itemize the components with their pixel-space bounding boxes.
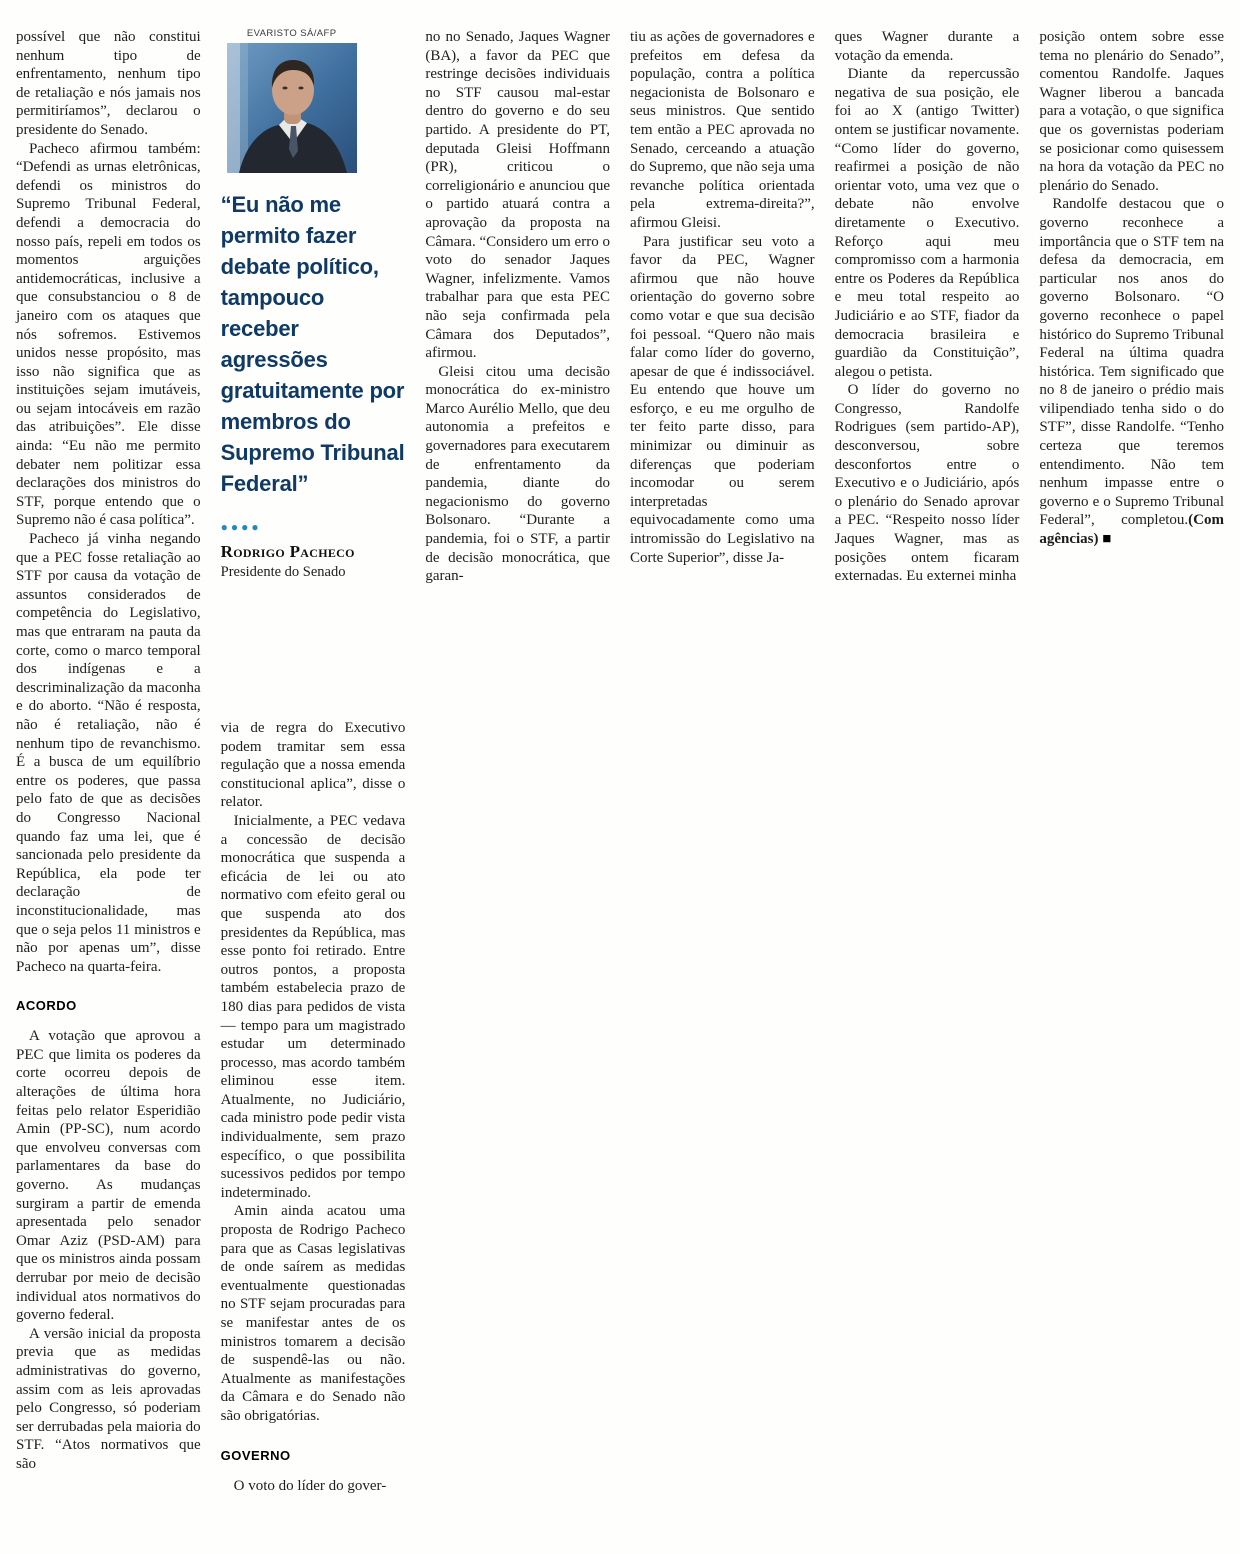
paragraph: tiu as ações de governadores e prefeitos em defesa da população, contra a política negacionista de Bolsonaro e seus ministros. Que sentido tem então a PEC aprovada no Senado, cerceando a atuação do Supremo, que não seja uma revanche política orientada pela extrema-direita?”, afirmou Gleisi. [630,29,815,231]
paragraph: O voto do líder do gover- [233,1477,387,1494]
article-column-5 [835,28,1020,1520]
agency-credit: (Com agências) [1039,512,1224,548]
paragraph: Diante da repercussão negativa de sua posição, ele foi ao X (antigo Twitter) ontem se justificar novamente. “Como líder do governo, reafirmei a posição de não orientar voto, uma vez que o debate não envolve diretamente o Executivo. Reforço aqui meu compromisso com a harmonia entre os Poderes da República e meu total respeito ao Judiciário e ao STF, fiador da democracia brasileira e guardião da Constituição”, alegou o petista. [834,66,1020,380]
article-column-3 [425,28,610,1520]
pull-quote: “Eu não me permito fazer debate político, tampouco receber agressões gratuitamente por membros do Supremo Tribunal Federal” [220,192,405,496]
section-heading-governo: GOVERNO [220,1447,291,1463]
paragraph: Inicialmente, a PEC vedava a concessão de decisão monocrática que suspenda a eficácia de lei ou ato normativo com efeito geral ou que suspenda ato dos presidentes da República, mas esse ponto foi retirado. Entre outros pontos, a proposta também estabelecia prazo de 180 dias para pedidos de vista — tempo para um magistrado estudar um determinado processo, mas acordo também eliminou esse item. Atualmente, no Judiciário, cada ministro pode pedir vista individualmente, sem prazo específico, o que possibilita sucessivos pedidos por tempo indeterminado. [220,812,406,1201]
paragraph: A versão inicial da proposta previa que as medidas administrativas do governo, assim com as leis aprovadas pelo Congresso, só poderiam ser derrubadas pela maioria do STF. “Atos normativos que são [16,1325,201,1472]
paragraph: Pacheco afirmou também: “Defendi as urnas eletrônicas, defendi os ministros do Supremo Tribunal Federal, defendi a democracia do nosso país, repeli em todos os momentos arguições antidemocráticas, inclusive a que consubstanciou o 8 de janeiro com os ataques que nós sofremos. Estivemos unidos nesse propósito, mas isso não significa que as instituições sejam imutáveis, ou sejam intocáveis em razão das atribuições”. Ele disse ainda: “Eu não me permito debater nem politizar essa declarações dos ministros do STF, porque entendo que o Supremo não é casa política”. [16,140,201,529]
paragraph: Amin ainda acatou uma proposta de Rodrigo Pacheco para que as Casas legislativas de onde saírem as medidas eventualmente questionadas no STF sejam procuradas para se manifestar antes de os ministros tomarem a decisão de suspendê-las ou não. Atualmente as manifestações da Câmara e do Senado não são obrigatórias. [220,1203,406,1424]
end-mark-icon: ■ [1098,531,1112,548]
paragraph: ques Wagner durante a votação da emenda. [834,29,1020,64]
article-column-4 [630,28,815,1520]
paragraph: A votação que aprovou a PEC que limita os poderes da corte ocorreu depois de alterações de última hora feitas pelo relator Esperidião Amin (PP-SC), num acordo que envolveu conversas com parlamentares da base do governo. As mudanças surgiram a partir de emenda apresentada pelo senador Omar Aziz (PSD-AM) para que os ministros ainda possam derrubar por meio de decisão individual atos normativos do governo federal. [16,1028,201,1324]
section-heading-acordo: ACORDO [16,998,77,1014]
article-column-2 [221,28,406,1520]
paragraph: no no Senado, Jaques Wagner (BA), a favor da PEC que restringe decisões individuais no STF causou mal-estar dentro do governo e do seu partido. A presidente do PT, deputada Gleisi Hoffmann (PR), criticou o correligionário e anunciou que o partido atuará contra a aprovação da proposta na Câmara. “Considero um erro o voto do senador Jaques Wagner, infelizmente. Vamos trabalhar para que esta PEC não seja confirmada pela Câmara dos Deputados”, afirmou. [425,29,610,362]
paragraph-text: Randolfe destacou que o governo reconhece a importância que o STF tem na defesa da democracia, em particular nos anos do governo Bolsonaro. “O governo reconhece o papel histórico do Supremo Tribunal Federal na última quadra histórica. Tem significado que no 8 de janeiro o prédio mais vilipendiado tenha sido o do STF”, disse Randolfe. “Tenho certeza que teremos entendimento. Não tem nenhum impasse entre o governo e o Supremo Tribunal Federal”, completou. [1039,196,1224,529]
photo-credit: EVARISTO SÁ/AFP [246,28,337,39]
article-column-1 [16,28,201,1520]
paragraph: O líder do governo no Congresso, Randolfe Rodrigues (sem partido-AP), desconversou, sobre desconfortos entre o Executivo e o Judiciário, após o plenário do Senado aprovar a PEC. “Respeito nosso líder Jaques Wagner, mas as posições ontem ficaram externadas. Eu externei minha [834,382,1020,585]
quote-dots-icon: ●●●● [220,520,262,534]
rodrigo-pacheco-portrait [227,43,357,173]
column-2-continuation [221,719,406,1495]
paragraph: posição ontem sobre esse tema no plenário do Senado”, comentou Randolfe. Jaques Wagner liberou a bancada para a votação, o que significa que os governistas poderiam se posicionar como quisessem na hora da votação da PEC no plenário do Senado. [1039,29,1224,194]
paragraph: Gleisi citou uma decisão monocrática do ex-ministro Marco Aurélio Mello, que deu autonomia a prefeitos e governadores para executarem de enfrentamento da pandemia, diante do negacionismo do governo Bolsonaro. “Durante a pandemia, foi o STF, a partir de decisão monocrática, que garan- [425,363,610,585]
article-column-6 [1039,28,1224,1520]
quote-author-role: Presidente do Senado [220,564,346,580]
portrait-illustration [227,43,357,173]
paragraph: via de regra do Executivo podem tramitar sem essa regulação que a nossa emenda constitucional aplica”, disse o relator. [220,720,406,811]
paragraph [1039,195,1224,548]
paragraph: possível que não constitui nenhum tipo de enfrentamento, nenhum tipo de retaliação e nós jamais nos permitiríamos”, declarou o presidente do Senado. [16,29,201,138]
quote-author: Rodrigo Pacheco [220,542,355,561]
paragraph: Para justificar seu voto a favor da PEC, Wagner afirmou que não houve orientação do governo sobre como votar e que sua decisão foi pessoal. “Quero não mais falar como líder do governo, apesar de que é indissociável. Eu entendo que houve um esforço, e eu me orgulho de ter feito parte disso, para minimizar ou diminuir as diferenças que poderiam incomodar ou serem interpretadas equivocadamente como uma intromissão do Legislativo na Corte Superior”, disse Ja- [630,233,815,566]
paragraph: Pacheco já vinha negando que a PEC fosse retaliação ao STF por causa da votação de assuntos considerados de competência do Legislativo, mas que entraram na pauta da corte, como o marco temporal dos indígenas e a descriminalização da maconha e do aborto. “Não é resposta, não é retaliação, não é nenhum tipo de revanchismo. É a busca de um equilíbrio entre os poderes, que passa pelo fato de que as decisões do Congresso Nacional quando faz uma lei, que é sancionada pelo presidente da República, ela pode ter declaração de inconstitucionalidade, mas que o seja pelos 11 ministros e não por apenas um”, disse Pacheco na quarta-feira. [16,531,201,975]
